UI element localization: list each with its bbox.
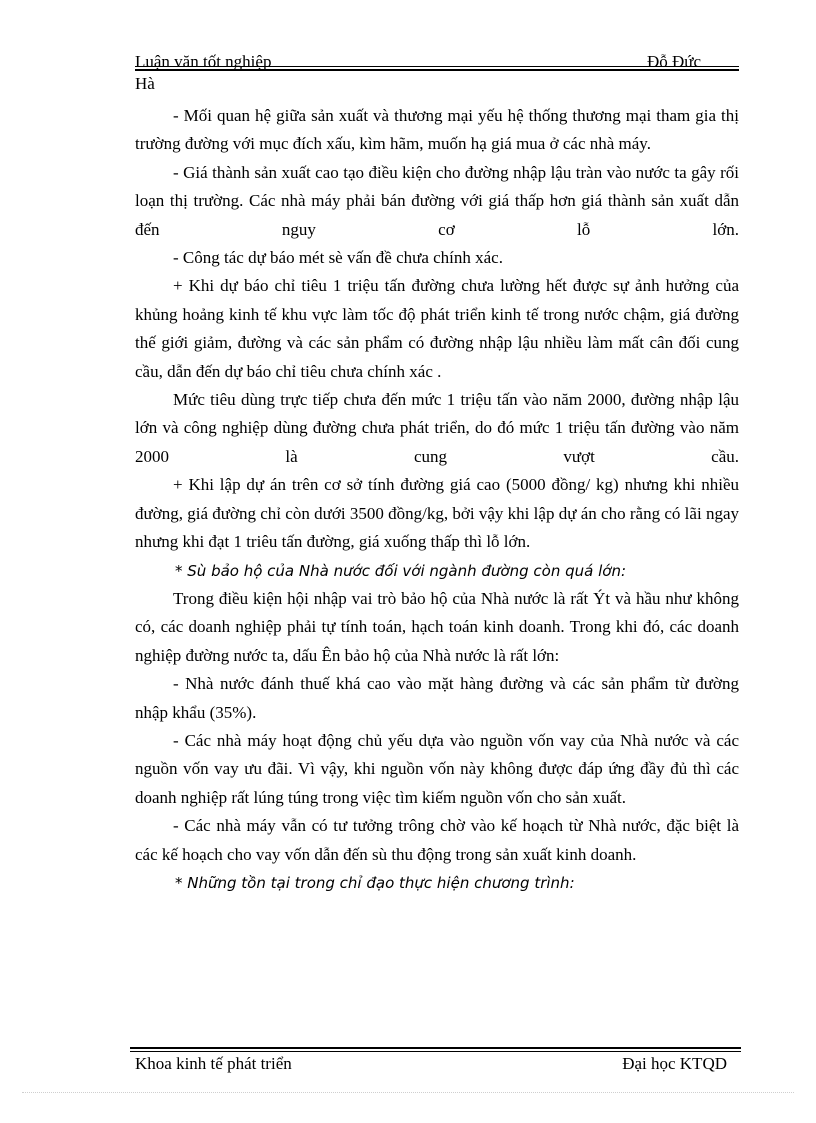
paragraph: - Giá thành sản xuất cao tạo điều kiện cho đường nhập lậu tràn vào nước ta gây rối loạn thị trường. Các nhà máy phải bán đường với giá thấp hơn giá thành sản xuất dẫn đến nguy cơ lỗ lớn. [135,162,739,239]
paragraph: Mức tiêu dùng trực tiếp chưa đến mức 1 triệu tấn vào năm 2000, đường nhập lậu lớn và công nghiệp dùng đường chưa phát triển, do đó mức 1 triệu tấn đường vào năm 2000 là cung vượt cầu. [135,390,739,466]
footer-rule-thick [130,1047,741,1049]
section-heading: * Những tồn tại trong chỉ đạo thực hiện chương trình: [175,873,575,892]
page-edge [22,1092,794,1093]
paragraph: + Khi lập dự án trên cơ sở tính đường giá cao (5000 đồng/ kg) nhưng khi nhiều đường, giá đường chỉ còn dưới 3500 đồng/kg, bởi vậy khi lập dự án cho rằng có lãi ngay nhưng khi đạt 1 triêu tấn đường, giá xuống thấp thì lỗ lớn. [135,475,739,552]
header-rule [135,66,739,67]
footer-university: Đại học KTQD [622,1054,727,1073]
paragraph: + Khi dự báo chỉ tiêu 1 triệu tấn đường chưa lường hết được sự ảnh hưởng của khủng hoảng kinh tế khu vực làm tốc độ phát triển kinh tế trong nước chậm, giá đường thế giới giảm, đường và các sản phẩm có đường nhập lậu nhiều làm mất cân đối cung cầu, dẫn đến dự báo chỉ tiêu chưa chính xác . [135,276,739,381]
paragraph: - Các nhà máy hoạt động chủ yếu dựa vào nguồn vốn vay của Nhà nước và các nguồn vốn vay ưu đãi. Vì vậy, khi nguồn vốn này không được đáp ứng đầy đủ thì các doanh nghiệp rất lúng túng trong việc tìm kiếm nguồn vốn cho sản xuất. [135,730,739,807]
paragraph: - Các nhà máy vẫn có tư tưởng trông chờ vào kế hoạch từ Nhà nước, đặc biệt là các kế hoạch cho vay vốn dẫn đến sù thu động trong sản xuất kinh doanh. [135,816,739,864]
section-heading: * Sù bảo hộ của Nhà nước đối với ngành đường còn quá lớn: [175,561,627,580]
footer-rule [130,1051,741,1052]
paragraph: - Mối quan hệ giữa sản xuất và thương mại yếu hệ thống thương mại tham gia thị trường đường với mục đích xấu, kìm hãm, muốn hạ giá mua ở các nhà máy. [135,106,739,154]
body-text [135,102,739,897]
header-title: Luận văn tốt nghiệp [135,52,272,71]
paragraph: - Nhà nước đánh thuế khá cao vào mặt hàng đường và các sản phẩm từ đường nhập khẩu (35%). [135,674,739,722]
header-author: Đỗ Đức [647,52,702,71]
header-author-wrap: Hà [135,74,155,93]
footer-faculty: Khoa kinh tế phát triển [135,1054,292,1073]
paragraph: Trong điều kiện hội nhập vai trò bảo hộ của Nhà nước là rất Ýt và hầu như không có, các doanh nghiệp phải tự tính toán, hạch toán kinh doanh. Trong khi đó, các doanh nghiệp đường nước ta, dấu Ên bảo hộ của Nhà nước là rất lớn: [135,588,739,665]
header-rule-thick [135,69,739,71]
paragraph: - Công tác dự báo mét sè vấn đề chưa chính xác. [173,248,503,268]
